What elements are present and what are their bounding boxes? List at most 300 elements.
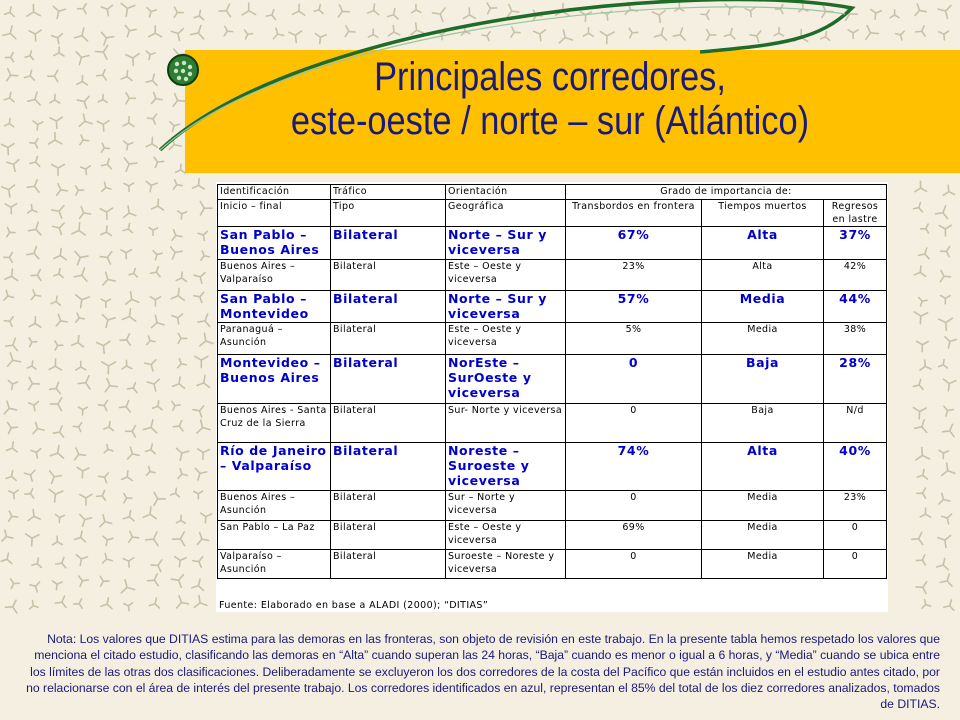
pattern-glyph — [147, 467, 156, 476]
cell-orientacion: Norte – Sur y viceversa — [446, 291, 566, 323]
pattern-glyph — [5, 600, 16, 613]
pattern-glyph — [102, 362, 116, 374]
pattern-glyph — [194, 272, 205, 283]
pattern-glyph — [78, 407, 87, 415]
pattern-glyph — [940, 270, 950, 281]
pattern-glyph — [76, 555, 87, 566]
pattern-glyph — [101, 598, 112, 609]
header-cell: Tipo — [331, 200, 446, 227]
pattern-glyph — [124, 206, 136, 217]
cell-tiempos: Media — [702, 550, 824, 579]
pattern-glyph — [74, 599, 82, 608]
cell-id: Valparaíso – Asunción — [218, 550, 331, 579]
pattern-glyph — [9, 511, 18, 521]
pattern-glyph — [915, 181, 927, 191]
pattern-glyph — [147, 379, 159, 391]
pattern-glyph — [172, 532, 184, 546]
cell-trafico: Bilateral — [331, 491, 446, 521]
cell-id: Buenos Aires – Valparaíso — [218, 260, 331, 291]
pattern-glyph — [52, 581, 62, 590]
pattern-glyph — [102, 182, 111, 191]
pattern-glyph — [173, 420, 183, 431]
pattern-glyph — [53, 426, 64, 437]
pattern-glyph — [939, 493, 950, 504]
pattern-glyph — [194, 491, 203, 499]
pattern-glyph — [198, 449, 209, 459]
table-row — [218, 323, 887, 355]
pattern-glyph — [940, 574, 952, 586]
pattern-glyph — [942, 514, 952, 524]
cell-trafico: Bilateral — [331, 260, 446, 291]
pattern-glyph — [29, 402, 39, 411]
pattern-glyph — [6, 471, 16, 481]
pattern-glyph — [171, 488, 180, 496]
pattern-glyph — [194, 596, 207, 608]
pattern-glyph — [194, 292, 204, 302]
pattern-glyph — [171, 247, 183, 259]
pattern-glyph — [29, 222, 41, 235]
pattern-glyph — [197, 420, 210, 433]
pattern-glyph — [54, 269, 63, 278]
pattern-glyph — [913, 203, 922, 212]
pattern-glyph — [103, 272, 115, 285]
pattern-glyph — [192, 579, 204, 590]
pattern-glyph — [5, 269, 18, 281]
cell-transbordos: 0 — [566, 355, 702, 404]
pattern-glyph — [176, 272, 186, 281]
cell-tiempos: Media — [702, 521, 824, 550]
pattern-glyph — [178, 469, 187, 479]
pattern-glyph — [100, 576, 109, 586]
table-row — [218, 355, 887, 404]
pattern-glyph — [201, 251, 210, 260]
pattern-glyph — [29, 338, 37, 347]
header-row-1 — [218, 185, 887, 200]
pattern-glyph — [123, 558, 133, 567]
cell-orientacion: Norte – Sur y viceversa — [446, 227, 566, 260]
pattern-glyph — [178, 359, 187, 368]
pattern-glyph — [97, 341, 110, 353]
pattern-glyph — [27, 180, 39, 192]
cell-tiempos: Baja — [702, 404, 824, 443]
green-sphere-icon — [168, 55, 198, 85]
pattern-glyph — [28, 205, 37, 213]
pattern-glyph — [913, 379, 923, 389]
cell-transbordos: 5% — [566, 323, 702, 355]
pattern-glyph — [175, 557, 186, 567]
pattern-glyph — [9, 490, 19, 499]
cell-regresos: 42% — [824, 260, 887, 291]
pattern-glyph — [4, 253, 12, 263]
pattern-glyph — [193, 557, 203, 568]
pattern-glyph — [938, 360, 947, 368]
pattern-glyph — [103, 553, 113, 563]
cell-tiempos: Media — [702, 323, 824, 355]
pattern-glyph — [50, 398, 61, 411]
pattern-glyph — [28, 509, 40, 520]
cell-orientacion: Suroeste – Noreste y viceversa — [446, 550, 566, 579]
cell-trafico: Bilateral — [331, 443, 446, 491]
cell-trafico: Bilateral — [331, 291, 446, 323]
pattern-glyph — [79, 576, 89, 586]
pattern-glyph — [173, 180, 182, 189]
pattern-glyph — [152, 315, 164, 327]
pattern-glyph — [100, 252, 112, 264]
pattern-glyph — [917, 469, 927, 479]
header-cell: Transbordos en frontera — [566, 200, 702, 227]
header-cell: Tiempos muertos — [702, 200, 824, 227]
pattern-glyph — [8, 423, 18, 434]
cell-orientacion: NorEste – SurOeste y viceversa — [446, 355, 566, 404]
cell-orientacion: Este – Oeste y viceversa — [446, 521, 566, 550]
pattern-glyph — [100, 515, 112, 527]
header-cell: Inicio – final — [218, 200, 331, 227]
pattern-glyph — [919, 248, 929, 259]
cell-orientacion: Este – Oeste y viceversa — [446, 260, 566, 291]
pattern-glyph — [50, 445, 63, 458]
pattern-glyph — [197, 376, 210, 388]
cell-orientacion: Sur – Norte y viceversa — [446, 491, 566, 521]
pattern-glyph — [943, 379, 956, 391]
pattern-glyph — [121, 580, 134, 593]
pattern-glyph — [121, 250, 131, 259]
pattern-glyph — [31, 290, 40, 300]
table-row — [218, 550, 887, 579]
pattern-glyph — [152, 199, 164, 210]
pattern-glyph — [173, 377, 185, 388]
pattern-glyph — [53, 223, 64, 235]
pattern-glyph — [56, 515, 65, 523]
pattern-glyph — [921, 224, 929, 233]
pattern-glyph — [942, 463, 955, 475]
pattern-glyph — [6, 338, 18, 350]
pattern-glyph — [195, 468, 206, 480]
pattern-glyph — [120, 334, 130, 345]
pattern-glyph — [75, 531, 86, 542]
pattern-glyph — [198, 314, 210, 326]
pattern-glyph — [128, 447, 139, 459]
pattern-glyph — [915, 420, 927, 432]
pattern-glyph — [49, 359, 61, 370]
pattern-glyph — [149, 598, 159, 608]
cell-regresos: 28% — [824, 355, 887, 404]
pattern-glyph — [27, 361, 36, 369]
pattern-glyph — [944, 406, 953, 416]
pattern-glyph — [54, 248, 66, 259]
header-group-cell: Grado de importancia de: — [566, 185, 887, 200]
pattern-glyph — [153, 401, 162, 410]
pattern-glyph — [80, 514, 92, 526]
pattern-glyph — [24, 470, 34, 481]
pattern-glyph — [26, 534, 39, 546]
cell-trafico: Bilateral — [331, 550, 446, 579]
cell-trafico: Bilateral — [331, 323, 446, 355]
pattern-glyph — [128, 383, 137, 393]
cell-id: Buenos Aires – Asunción — [218, 491, 331, 521]
pattern-glyph — [200, 202, 212, 215]
cell-tiempos: Media — [702, 491, 824, 521]
pattern-glyph — [148, 574, 159, 586]
table-row — [218, 291, 887, 323]
pattern-glyph — [126, 426, 136, 437]
header-cell: Geográfica — [446, 200, 566, 227]
pattern-glyph — [145, 444, 155, 454]
source-caption: Fuente: Elaborado en base a ALADI (2000); “DITIAS” — [219, 600, 489, 611]
pattern-glyph — [171, 288, 184, 300]
cell-tiempos: Baja — [702, 355, 824, 404]
pattern-glyph — [2, 530, 13, 541]
pattern-glyph — [56, 557, 66, 567]
pattern-glyph — [144, 420, 157, 433]
header-row-2 — [218, 200, 887, 227]
pattern-glyph — [122, 471, 133, 481]
cell-trafico: Bilateral — [331, 355, 446, 404]
pattern-glyph — [79, 207, 90, 219]
pattern-glyph — [936, 206, 948, 219]
pattern-glyph — [11, 579, 19, 588]
cell-tiempos: Alta — [702, 443, 824, 491]
header-cell: Identificación — [218, 185, 331, 200]
cell-transbordos: 0 — [566, 550, 702, 579]
pattern-glyph — [177, 596, 189, 608]
cell-trafico: Bilateral — [331, 521, 446, 550]
pattern-glyph — [30, 582, 40, 592]
header-cell: Regresos en lastre — [824, 200, 887, 227]
table-row — [218, 404, 887, 443]
pattern-glyph — [122, 309, 135, 321]
pattern-glyph — [198, 231, 207, 240]
pattern-glyph — [50, 382, 61, 393]
cell-regresos: 40% — [824, 443, 887, 491]
cell-transbordos: 74% — [566, 443, 702, 491]
cell-orientacion: Este – Oeste y viceversa — [446, 323, 566, 355]
cell-orientacion: Sur- Norte y viceversa — [446, 404, 566, 443]
pattern-glyph — [172, 230, 182, 241]
pattern-glyph — [201, 513, 212, 523]
cell-transbordos: 23% — [566, 260, 702, 291]
pattern-glyph — [7, 228, 15, 237]
pattern-glyph — [57, 184, 68, 196]
pattern-glyph — [129, 531, 139, 542]
pattern-glyph — [916, 341, 928, 351]
cell-id: Paranaguá – Asunción — [218, 323, 331, 355]
pattern-glyph — [74, 268, 87, 281]
pattern-glyph — [151, 267, 161, 277]
pattern-glyph — [75, 448, 86, 460]
table-row — [218, 260, 887, 291]
cell-id: San Pablo – Montevideo — [218, 291, 331, 323]
pattern-glyph — [76, 295, 90, 308]
pattern-glyph — [31, 270, 41, 281]
pattern-glyph — [939, 450, 948, 458]
pattern-glyph — [914, 312, 927, 324]
pattern-glyph — [124, 183, 134, 191]
pattern-glyph — [172, 401, 180, 410]
pattern-glyph — [99, 473, 109, 483]
pattern-glyph — [150, 297, 160, 306]
cell-id: Río de Janeiro – Valparaíso — [218, 443, 331, 491]
table-row — [218, 227, 887, 260]
pattern-glyph — [913, 408, 926, 419]
pattern-glyph — [29, 317, 41, 328]
pattern-glyph — [101, 226, 111, 236]
pattern-glyph — [943, 185, 954, 195]
pattern-glyph — [920, 508, 930, 517]
cell-regresos: 38% — [824, 323, 887, 355]
pattern-glyph — [149, 227, 158, 235]
pattern-glyph — [943, 424, 954, 436]
cell-transbordos: 0 — [566, 404, 702, 443]
pattern-glyph — [77, 467, 89, 477]
title-line-2: este-oeste / norte – sur (Atlántico) — [290, 99, 810, 143]
pattern-glyph — [147, 336, 155, 345]
header-cell: Tráfico — [331, 185, 446, 200]
pattern-glyph — [101, 299, 110, 307]
pattern-glyph — [945, 337, 956, 348]
cell-transbordos: 69% — [566, 521, 702, 550]
pattern-glyph — [97, 491, 106, 501]
pattern-glyph — [72, 223, 85, 235]
pattern-glyph — [30, 601, 39, 609]
cell-id: Montevideo – Buenos Aires — [218, 355, 331, 404]
pattern-glyph — [33, 422, 44, 433]
pattern-glyph — [941, 296, 950, 304]
pattern-glyph — [100, 208, 112, 219]
pattern-glyph — [78, 376, 90, 389]
cell-transbordos: 0 — [566, 491, 702, 521]
pattern-glyph — [56, 314, 67, 326]
pattern-glyph — [176, 448, 188, 460]
pattern-glyph — [4, 401, 16, 414]
footnote: Nota: Los valores que DITIAS estima para las demoras en las fronteras, son objeto de revisión en este trabajo. En la presente tabla hemos respetado los valores que menciona el citado estudio, clasificando las demoras en “Alta” cuando superan las 24 horas, “Baja” cuando es menor o igual a 6 horas, y “Media” cuando se ubica entre los límites de las otras dos clasificaciones. Deliberadamente se excluyeron los dos corredores de la costa del Pacífico que están incluidos en el estudio antes citado, por no relacionarse con el área de interés del presente trabajo. Los corredores identificados en azul, representan el 85% del total de los diez corredores analizados, tomados de DITIAS. — [26, 632, 940, 712]
pattern-glyph — [916, 582, 927, 594]
cell-regresos: 23% — [824, 491, 887, 521]
pattern-glyph — [73, 423, 81, 432]
pattern-glyph — [1, 553, 12, 563]
pattern-glyph — [914, 266, 925, 276]
cell-id: San Pablo – La Paz — [218, 521, 331, 550]
pattern-glyph — [171, 575, 183, 588]
pattern-glyph — [102, 315, 115, 328]
pattern-glyph — [49, 489, 62, 502]
pattern-glyph — [143, 507, 156, 519]
cell-trafico: Bilateral — [331, 404, 446, 443]
pattern-glyph — [80, 494, 92, 505]
cell-tiempos: Alta — [702, 260, 824, 291]
cell-transbordos: 67% — [566, 227, 702, 260]
pattern-glyph — [72, 336, 84, 347]
pattern-glyph — [31, 449, 41, 458]
cell-regresos: 44% — [824, 291, 887, 323]
pattern-glyph — [124, 494, 132, 503]
cell-regresos: 0 — [824, 550, 887, 579]
pattern-glyph — [50, 471, 62, 484]
pattern-glyph — [75, 251, 88, 264]
cell-regresos: 0 — [824, 521, 887, 550]
pattern-glyph — [8, 380, 17, 389]
pattern-glyph — [32, 558, 42, 567]
pattern-glyph — [939, 225, 951, 236]
pattern-glyph — [920, 360, 931, 370]
cell-id: Buenos Aires - Santa Cruz de la Sierra — [218, 404, 331, 443]
pattern-glyph — [76, 361, 86, 370]
page-title — [240, 55, 859, 143]
pattern-glyph — [937, 558, 948, 569]
pattern-glyph — [4, 290, 14, 300]
pattern-glyph — [129, 269, 137, 277]
pattern-glyph — [5, 204, 16, 214]
pattern-glyph — [916, 555, 925, 565]
pattern-glyph — [178, 333, 187, 343]
pattern-glyph — [2, 185, 15, 197]
pattern-glyph — [124, 603, 133, 611]
header-cell: Orientación — [446, 185, 566, 200]
corridors-table — [217, 184, 887, 579]
pattern-glyph — [944, 600, 954, 610]
pattern-glyph — [120, 401, 131, 412]
pattern-glyph — [195, 356, 208, 367]
pattern-glyph — [52, 206, 64, 219]
pattern-glyph — [153, 251, 162, 260]
pattern-glyph — [29, 377, 40, 389]
pattern-glyph — [8, 353, 21, 366]
cell-regresos: N/d — [824, 404, 887, 443]
table-row — [218, 521, 887, 550]
pattern-glyph — [197, 533, 208, 545]
pattern-glyph — [51, 296, 60, 305]
pattern-glyph — [200, 333, 213, 346]
pattern-glyph — [939, 318, 953, 330]
pattern-glyph — [55, 341, 63, 350]
pattern-glyph — [123, 511, 134, 521]
pattern-glyph — [178, 211, 187, 219]
table-row — [218, 443, 887, 491]
pattern-glyph — [172, 314, 183, 324]
cell-tiempos: Media — [702, 291, 824, 323]
cell-trafico: Bilateral — [331, 227, 446, 260]
pattern-glyph — [912, 532, 923, 544]
pattern-glyph — [122, 360, 132, 369]
pattern-glyph — [145, 360, 156, 371]
pattern-glyph — [104, 444, 113, 452]
pattern-glyph — [76, 313, 85, 322]
pattern-glyph — [53, 536, 63, 545]
title-line-1: Principales corredores, — [374, 55, 726, 99]
pattern-glyph — [98, 401, 107, 411]
pattern-glyph — [126, 292, 139, 304]
pattern-glyph — [193, 406, 204, 417]
pattern-glyph — [146, 532, 158, 546]
pattern-glyph — [151, 560, 162, 572]
pattern-glyph — [938, 535, 951, 547]
pattern-glyph — [146, 181, 157, 191]
pattern-glyph — [27, 246, 39, 258]
pattern-glyph — [123, 224, 132, 233]
cell-transbordos: 57% — [566, 291, 702, 323]
pattern-glyph — [105, 379, 117, 392]
pattern-glyph — [176, 515, 185, 523]
pattern-glyph — [7, 442, 18, 452]
pattern-glyph — [941, 246, 950, 256]
cell-orientacion: Noreste – Suroeste y viceversa — [446, 443, 566, 491]
pattern-glyph — [25, 489, 34, 499]
pattern-glyph — [922, 600, 931, 609]
pattern-glyph — [4, 317, 13, 327]
pattern-glyph — [104, 421, 114, 430]
pattern-glyph — [192, 179, 204, 190]
pattern-glyph — [75, 186, 83, 195]
pattern-glyph — [103, 536, 113, 545]
